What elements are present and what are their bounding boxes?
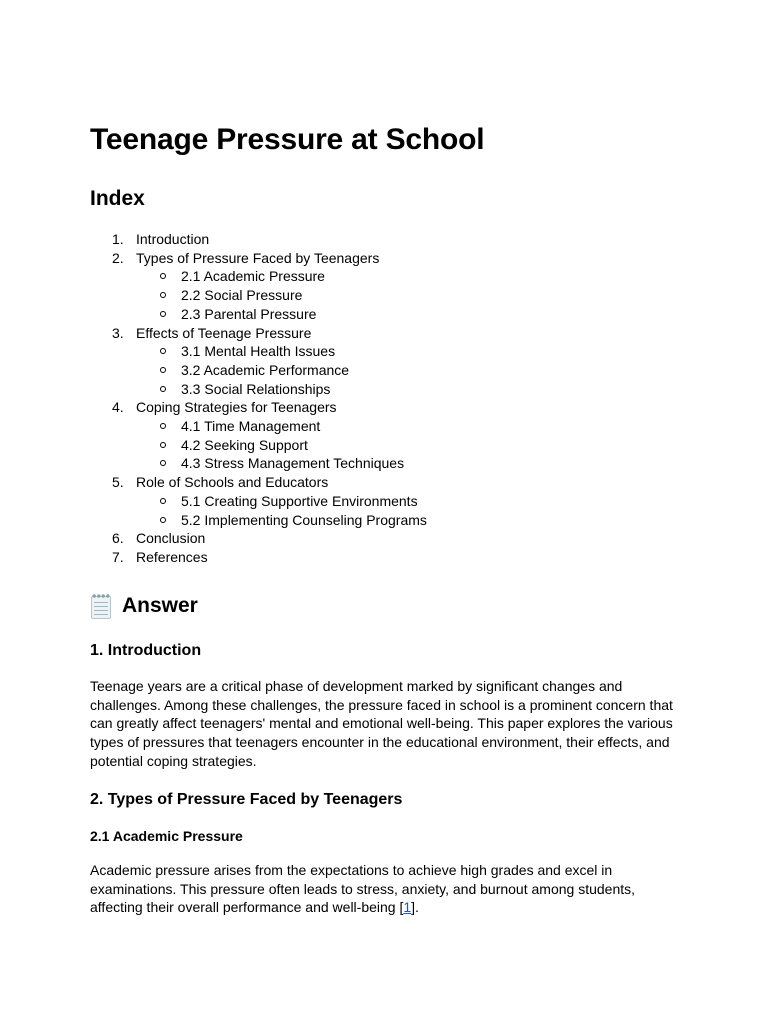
toc-item-label: Coping Strategies for Teenagers xyxy=(136,399,337,416)
answer-heading-label: Answer xyxy=(122,594,198,617)
circle-bullet-icon xyxy=(160,273,166,279)
toc-item xyxy=(90,249,427,324)
notepad-icon xyxy=(90,593,112,619)
toc-subitem-label: 2.3 Parental Pressure xyxy=(181,305,317,322)
toc-sublist xyxy=(136,417,427,473)
circle-bullet-icon xyxy=(160,311,166,317)
circle-bullet-icon xyxy=(160,460,166,466)
toc-item-label: Introduction xyxy=(136,231,210,247)
toc-subitem-label: 5.2 Implementing Counseling Programs xyxy=(181,511,427,528)
toc-item xyxy=(90,398,427,473)
circle-bullet-icon xyxy=(160,442,166,448)
toc-subitem xyxy=(136,305,427,324)
toc-item-number: 2. xyxy=(112,249,124,266)
toc-item-number: 4. xyxy=(112,399,124,416)
toc-item-number: 7. xyxy=(112,548,124,565)
circle-bullet-icon xyxy=(160,423,166,429)
toc-subitem-label: 3.1 Mental Health Issues xyxy=(181,343,336,360)
toc-item xyxy=(90,230,427,249)
toc-item-label: Conclusion xyxy=(136,530,206,547)
toc-subitem-label: 4.2 Seeking Support xyxy=(181,436,308,453)
section-2-1-body-text: Academic pressure arises from the expectations to achieve high grades and excel in examinations. This pressure often leads to stress, anxiety, and burnout among students, affecting their overall performance and well-being [ xyxy=(90,862,636,916)
section-2-heading: 2. Types of Pressure Faced by Teenagers xyxy=(90,791,403,808)
circle-bullet-icon xyxy=(160,348,166,354)
circle-bullet-icon xyxy=(160,498,166,504)
toc-subitem xyxy=(136,380,427,399)
toc-subitem-label: 4.1 Time Management xyxy=(181,418,321,435)
toc-item-label: Effects of Teenage Pressure xyxy=(136,324,312,341)
toc-item-label: Role of Schools and Educators xyxy=(136,474,329,491)
toc-item xyxy=(90,324,427,399)
index-heading: Index xyxy=(90,187,145,210)
toc-item xyxy=(90,529,427,548)
reference-link-1[interactable]: 1 xyxy=(403,899,412,916)
toc-subitem xyxy=(136,267,427,286)
toc-subitem xyxy=(136,511,427,530)
answer-heading xyxy=(90,591,198,621)
section-2-1-heading: 2.1 Academic Pressure xyxy=(90,828,243,844)
toc-subitem-label: 2.2 Social Pressure xyxy=(181,287,303,304)
toc-subitem xyxy=(136,436,427,455)
section-2-1-body xyxy=(90,861,680,917)
toc-item-number: 1. xyxy=(112,231,124,247)
toc-subitem-label: 2.1 Academic Pressure xyxy=(181,268,325,285)
circle-bullet-icon xyxy=(160,517,166,523)
toc-item-number: 5. xyxy=(112,474,124,491)
toc-subitem xyxy=(136,286,427,305)
toc-item-number: 3. xyxy=(112,324,124,341)
section-1-heading: 1. Introduction xyxy=(90,642,202,659)
circle-bullet-icon xyxy=(160,386,166,392)
toc-sublist xyxy=(136,267,427,323)
circle-bullet-icon xyxy=(160,367,166,373)
toc-subitem-label: 3.2 Academic Performance xyxy=(181,361,350,378)
toc-subitem xyxy=(136,454,427,473)
toc-item-label: References xyxy=(136,548,208,565)
toc-subitem xyxy=(136,342,427,361)
section-2-1-body-end: ]. xyxy=(411,899,419,916)
section-1-body: Teenage years are a critical phase of development marked by significant changes and challenges. Among these challenges, the pressure faced in school is a prominent concern that can greatly affect teenagers' mental and emotional well-being. This paper explores the various types of pressures that teenagers encounter in the educational environment, their effects, and potential coping strategies. xyxy=(90,678,673,769)
toc-subitem xyxy=(136,361,427,380)
toc-subitem-label: 5.1 Creating Supportive Environments xyxy=(181,492,418,509)
toc-sublist xyxy=(136,342,427,398)
circle-bullet-icon xyxy=(160,292,166,298)
toc-item xyxy=(90,548,427,567)
toc-item xyxy=(90,473,427,529)
page-title: Teenage Pressure at School xyxy=(90,123,485,156)
table-of-contents xyxy=(90,230,427,567)
toc-subitem-label: 4.3 Stress Management Techniques xyxy=(181,455,405,472)
toc-subitem xyxy=(136,417,427,436)
toc-subitem xyxy=(136,492,427,511)
toc-item-label: Types of Pressure Faced by Teenagers xyxy=(136,249,380,266)
toc-subitem-label: 3.3 Social Relationships xyxy=(181,380,331,397)
toc-item-number: 6. xyxy=(112,530,124,547)
toc-sublist xyxy=(136,492,427,529)
